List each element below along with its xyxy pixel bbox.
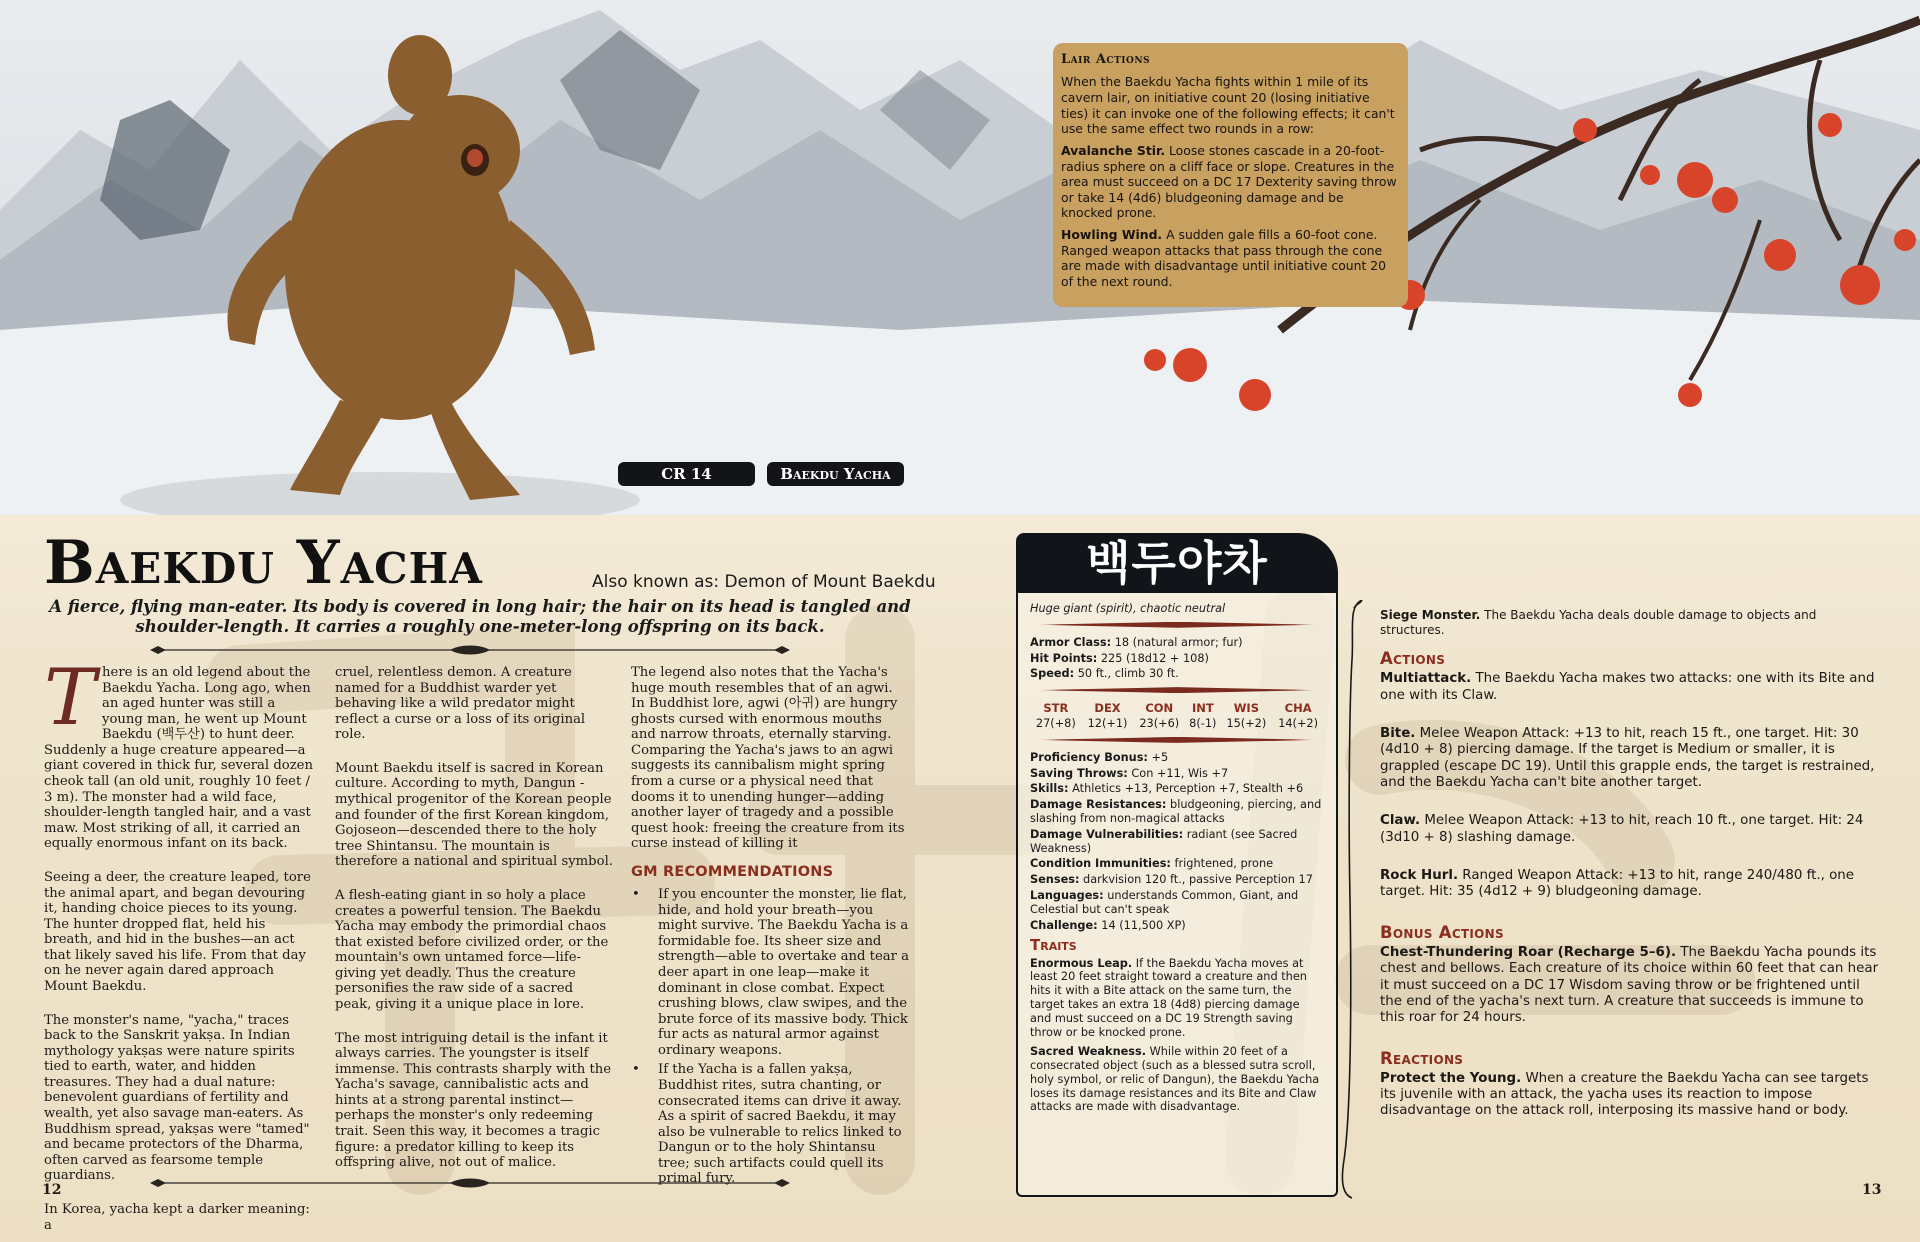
body-paragraph: The legend also notes that the Yacha's huge mouth resembles that of an agwi. In Buddhist lore, agwi (아귀) are hungry ghosts cursed with enormous mouths and narrow throats, eternally starving. Comparing the Yacha's jaws to an agwi suggests its cannibalism might spring from a curse or a physical need that dooms it to unending hunger—adding another layer of tragedy and a possible quest hook: freeing the creature from its curse instead of killing it bbox=[631, 665, 905, 852]
ability-name: WIS bbox=[1233, 701, 1259, 716]
tagline: A fierce, flying man-eater. Its body is covered in long hair; the hair on its head is tangled and shoulder-length. It carries a roughly one-meter-long offspring on its back. bbox=[49, 597, 911, 636]
alternate-name: Also known as: Demon of Mount Baekdu bbox=[592, 572, 936, 592]
ability-name: STR bbox=[1043, 701, 1069, 716]
statblock-korean-name: 백두야차 bbox=[1016, 533, 1338, 593]
bonus-actions-heading: Bonus Actions bbox=[1380, 922, 1504, 942]
body-paragraph: The monster's name, "yacha," traces back to the Sanskrit yakṣa. In Indian mythology yakṣas were nature spirits tied to earth, water, and hidden treasures. They had a dual nature: benevolent guardians of fertility and wealth, yet also savage man-eaters. As Buddhism spread, yakṣas were "tamed" and became protectors of the Dharma, often carved as fearsome temple guardians. bbox=[44, 1012, 310, 1184]
ability-score: 27(+8) bbox=[1035, 717, 1076, 731]
ability-scores-table bbox=[1030, 701, 1324, 731]
damage-vulnerabilities: Damage Vulnerabilities: radiant (see Sacred Weakness) bbox=[1030, 827, 1298, 855]
statblock bbox=[1016, 593, 1338, 1197]
reactions-heading: Reactions bbox=[1380, 1048, 1464, 1068]
body-paragraph: There is an old legend about the Baekdu Yacha. Long ago, when an aged hunter was still a young man, he went up Mount Baekdu (백두산) to hunt deer. Suddenly a huge creature appeared—a giant covered in thick fur, several dozen cheok tall (an old unit, roughly 10 feet / 3 m). The monster had a wild face, shoulder-length tangled hair, and a vast maw. Most striking of all, it carried an equally enormous infant on its back. bbox=[44, 653, 313, 852]
ornament-divider-top bbox=[150, 644, 790, 656]
list-item: • If the Yacha is a fallen yakṣa, Buddhist rites, sutra chanting, or consecrated items can drive it away. As a spirit of sacred Baekdu, it may also be vulnerable to relics linked to Dangun or to the holy Shintansu tree; such artifacts could quell its primal fury. bbox=[631, 1062, 909, 1187]
body-paragraph: The most intriguing detail is the infant it always carries. The youngster is itself immense. This contrasts sharply with the Yacha's savage, cannibalistic acts and hints at a strong parental instinct—perhaps the monster's only redeeming trait. Seen this way, it becomes a tragic figure: a predator killing to keep its offspring alive, not out of malice. bbox=[335, 1030, 612, 1171]
skills: Skills: Athletics +13, Perception +7, Stealth +6 bbox=[1030, 782, 1304, 796]
trait-sacred-weakness: Sacred Weakness. While within 20 feet of a consecrated object (such as a blessed sutra scroll, holy symbol, or relic of Dangun), the Baekdu Yacha loses its damage resistances and its Bite and Claw attacks are made with disadvantage. bbox=[1030, 1045, 1320, 1114]
creature-name-tag: Baekdu Yacha bbox=[767, 462, 904, 486]
ability-name: CHA bbox=[1284, 701, 1312, 716]
saving-throws: Saving Throws: Con +11, Wis +7 bbox=[1030, 766, 1229, 780]
body-column-2 bbox=[335, 665, 613, 1189]
trait-siege-monster: Siege Monster. The Baekdu Yacha deals double damage to objects and structures. bbox=[1380, 608, 1817, 637]
armor-class: Armor Class: 18 (natural armor; fur) bbox=[1030, 635, 1243, 649]
ability-score: 8(-1) bbox=[1189, 717, 1217, 731]
gm-recommendations-list bbox=[631, 887, 909, 1187]
proficiency-bonus: Proficiency Bonus: +5 bbox=[1030, 750, 1169, 764]
statblock-rule bbox=[1036, 737, 1318, 743]
speed: Speed: 50 ft., climb 30 ft. bbox=[1030, 667, 1179, 681]
languages: Languages: understands Common, Giant, and Celestial but can't speak bbox=[1030, 888, 1299, 916]
lair-actions-box bbox=[1053, 43, 1408, 307]
body-column-3 bbox=[631, 665, 909, 1191]
list-item: • If you encounter the monster, lie flat, hide, and hold your breath—you might survive. The Baekdu Yacha is a formidable foe. Its sheer size and strength—able to overtake and tear a deer apart in one leap—make it dominant in close combat. Expect crushing blows, claw swipes, and the brute force of its massive body. Thick fur acts as natural armor against ordinary weapons. bbox=[631, 887, 909, 1058]
page-number-right: 13 bbox=[1862, 1182, 1882, 1198]
challenge: Challenge: 14 (11,500 XP) bbox=[1030, 918, 1186, 932]
ability-name: DEX bbox=[1094, 701, 1121, 716]
trait-enormous-leap: Enormous Leap. If the Baekdu Yacha moves at least 20 feet straight toward a creature and then hits it with a Bite attack on the same turn, the target takes an extra 18 (4d8) piercing damage and must succeed on a DC 19 Strength saving throw or be knocked prone. bbox=[1030, 956, 1307, 1039]
creature-type: Huge giant (spirit), chaotic neutral bbox=[1030, 602, 1226, 615]
body-paragraph: Seeing a deer, the creature leaped, tore the animal apart, and began devouring it, handing choice pieces to its young. The hunter dropped flat, held his breath, and hid in the bushes—an act that likely saved his life. From that day on he never again dared approach Mount Baekdu. bbox=[44, 869, 311, 994]
reaction-protect-the-young: Protect the Young. When a creature the Baekdu Yacha can see targets its juvenile with an attack, the yacha uses its reaction to impose disadvantage on the attack roll, interposing its massive hand or body. bbox=[1380, 1070, 1869, 1119]
action-bite: Bite. Melee Weapon Attack: +13 to hit, reach 15 ft., one target. Hit: 30 (4d10 + 8) piercing damage. If the target is Medium or smaller, it is grappled (escape DC 19). Until this grapple ends, the target is restrained, and the Baekdu Yacha can't bite another target. bbox=[1380, 726, 1875, 791]
ability-name: CON bbox=[1145, 701, 1174, 716]
statblock-rule bbox=[1036, 622, 1318, 628]
ability-score: 12(+1) bbox=[1087, 717, 1128, 731]
action-multiattack: Multiattack. The Baekdu Yacha makes two attacks: one with its Bite and one with its Claw. bbox=[1380, 671, 1875, 703]
actions-heading: Actions bbox=[1380, 649, 1446, 669]
lair-effect-howling-wind: Howling Wind. A sudden gale fills a 60-foot cone. Ranged weapon attacks that pass through the cone are made with disadvantage until initiative count 20 of the next round. bbox=[1061, 227, 1387, 289]
senses: Senses: darkvision 120 ft., passive Perception 17 bbox=[1030, 873, 1313, 887]
lair-effect-avalanche: Avalanche Stir. Loose stones cascade in a 20-foot-radius sphere on a cliff face or slope. Creatures in the area must succeed on a DC 17 Dexterity saving throw or take 14 (4d6) bludgeoning damage and be knocked prone. bbox=[1061, 142, 1397, 221]
page-title: Baekdu Yacha bbox=[44, 528, 483, 598]
lair-actions-title: Lair Actions bbox=[1061, 52, 1151, 67]
cr-tag: CR 14 bbox=[618, 462, 755, 486]
body-paragraph: Mount Baekdu itself is sacred in Korean culture. According to myth, Dangun - mythical progenitor of the Korean people and founder of the first Korean kingdom, Gojoseon—descended there to the holy tree Shintansu. The mountain is therefore a national and spiritual symbol. bbox=[335, 760, 613, 870]
bonus-chest-thundering-roar: Chest-Thundering Roar (Recharge 5–6). The Baekdu Yacha pounds its chest and bellows. Each creature of its choice within 60 feet that can hear it must succeed on a DC 17 Wisdom saving throw or be frightened until the end of the yacha's next turn. A creature that succeeds is immune to this roar for 24 hours. bbox=[1380, 944, 1879, 1026]
ability-score: 14(+2) bbox=[1278, 717, 1319, 731]
condition-immunities: Condition Immunities: frightened, prone bbox=[1030, 857, 1274, 871]
statblock-brace bbox=[1338, 600, 1378, 1200]
body-paragraph: A flesh-eating giant in so holy a place creates a powerful tension. The Baekdu Yacha may embody the primordial chaos that existed before civilized order, or the mountain's own untamed force—life-giving yet deadly. Thus the creature personifies the raw side of a sacred peak, giving it a unique place in lore. bbox=[335, 887, 609, 1012]
ability-name: INT bbox=[1191, 701, 1214, 716]
action-rock-hurl: Rock Hurl. Ranged Weapon Attack: +13 to hit, range 240/480 ft., one target. Hit: 35 (4d12 + 9) bludgeoning damage. bbox=[1380, 868, 1855, 900]
drop-cap: T bbox=[44, 653, 97, 743]
body-paragraph: In Korea, yacha kept a darker meaning: a bbox=[44, 1201, 310, 1233]
gm-recommendations-heading: GM RECOMMENDATIONS bbox=[631, 863, 834, 880]
damage-resistances: Damage Resistances: bludgeoning, piercing, and slashing from non-magical attacks bbox=[1030, 798, 1322, 826]
page-number-left: 12 bbox=[42, 1182, 62, 1198]
hit-points: Hit Points: 225 (18d12 + 108) bbox=[1030, 651, 1209, 665]
snowy-mountain-illustration bbox=[0, 0, 1920, 530]
ability-score: 15(+2) bbox=[1226, 717, 1267, 731]
header-illustration bbox=[0, 0, 1920, 530]
ability-score: 23(+6) bbox=[1139, 717, 1180, 731]
body-column-1 bbox=[44, 653, 314, 1242]
action-claw: Claw. Melee Weapon Attack: +13 to hit, reach 10 ft., one target. Hit: 24 (3d10 + 8) slashing damage. bbox=[1380, 813, 1864, 845]
statblock-rule bbox=[1036, 687, 1318, 693]
traits-heading: Traits bbox=[1030, 936, 1077, 955]
right-column bbox=[1380, 608, 1880, 1142]
lair-actions-intro: When the Baekdu Yacha fights within 1 mile of its cavern lair, on initiative count 20 (losing initiative ties) it can invoke one of the following effects; it can't use the same effect two rounds in a row: bbox=[1061, 74, 1395, 137]
body-paragraph: cruel, relentless demon. A creature named for a Buddhist warder yet behaving like a wild predator might reflect a curse or a loss of its original role. bbox=[335, 665, 586, 743]
